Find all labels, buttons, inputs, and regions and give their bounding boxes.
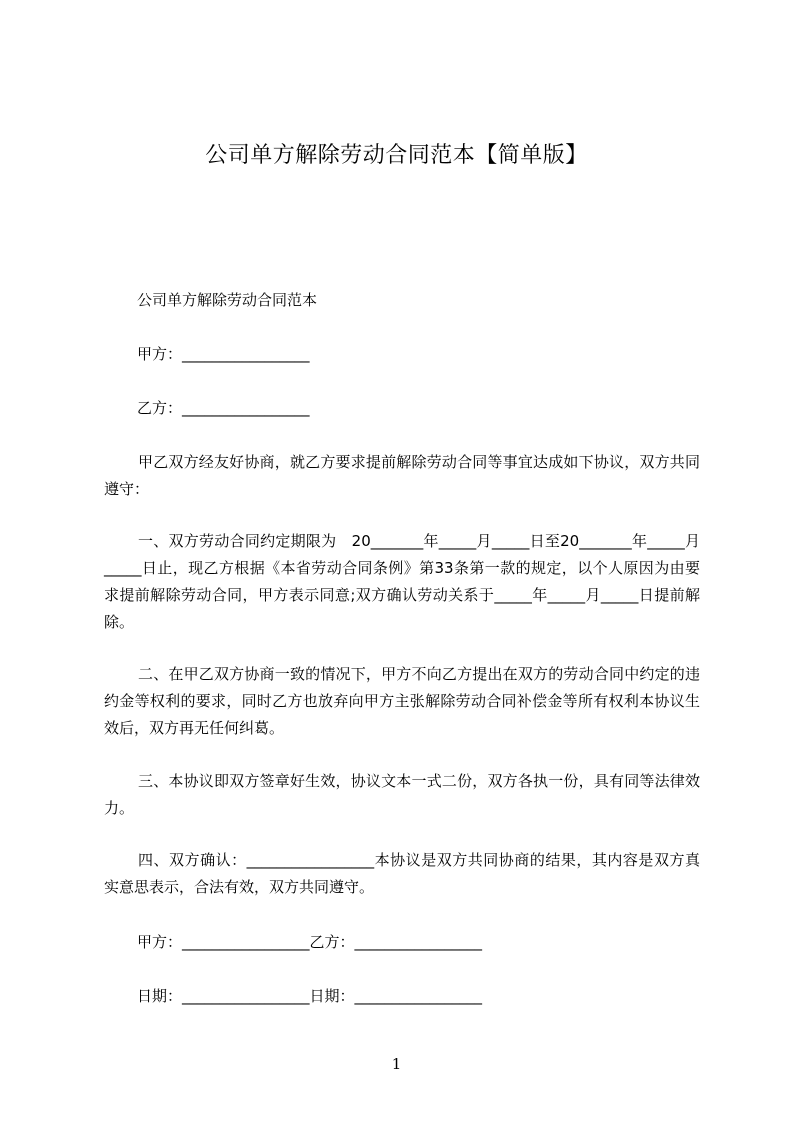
clause-1-paragraph: 一、双方劳动合同约定期限为 20_______年_____月_____日至20_______年_____月_____日止，现乙方根据《本省劳动合同条例》第33条第一款的规定，以个人原因为由要求提前解除劳动合同，甲方表示同意;双方确认劳动关系于_____年_____月_____日提前解除。 [104,532,700,631]
clause-4-paragraph: 四、双方确认：_________________本协议是双方共同协商的结果，其内容是双方真实意思表示，合法有效，双方共同遵守。 [104,851,700,896]
clause-3-paragraph: 三、本协议即双方签章好生效，协议文本一式二份，双方各执一份，具有同等法律效力。 [104,772,700,817]
party-a-field: 甲方：_________________ [137,345,310,363]
signature-line: 甲方：_________________乙方：_________________ [137,933,483,951]
document-title: 公司单方解除劳动合同范本【简单版】 [205,143,588,168]
date-line: 日期：_________________日期：_________________ [137,987,483,1005]
clause-2-paragraph: 二、在甲乙双方协商一致的情况下，甲方不向乙方提出在双方的劳动合同中约定的违约金等权利的要求，同时乙方也放弃向甲方主张解除劳动合同补偿金等所有权利本协议生效后，双方再无任何纠葛。 [104,665,700,737]
intro-paragraph: 甲乙双方经友好协商，就乙方要求提前解除劳动合同等事宜达成如下协议，双方共同遵守： [104,453,700,498]
party-b-field: 乙方：_________________ [137,399,310,417]
document-subtitle: 公司单方解除劳动合同范本 [137,291,318,309]
page-number: 1 [391,1055,402,1073]
